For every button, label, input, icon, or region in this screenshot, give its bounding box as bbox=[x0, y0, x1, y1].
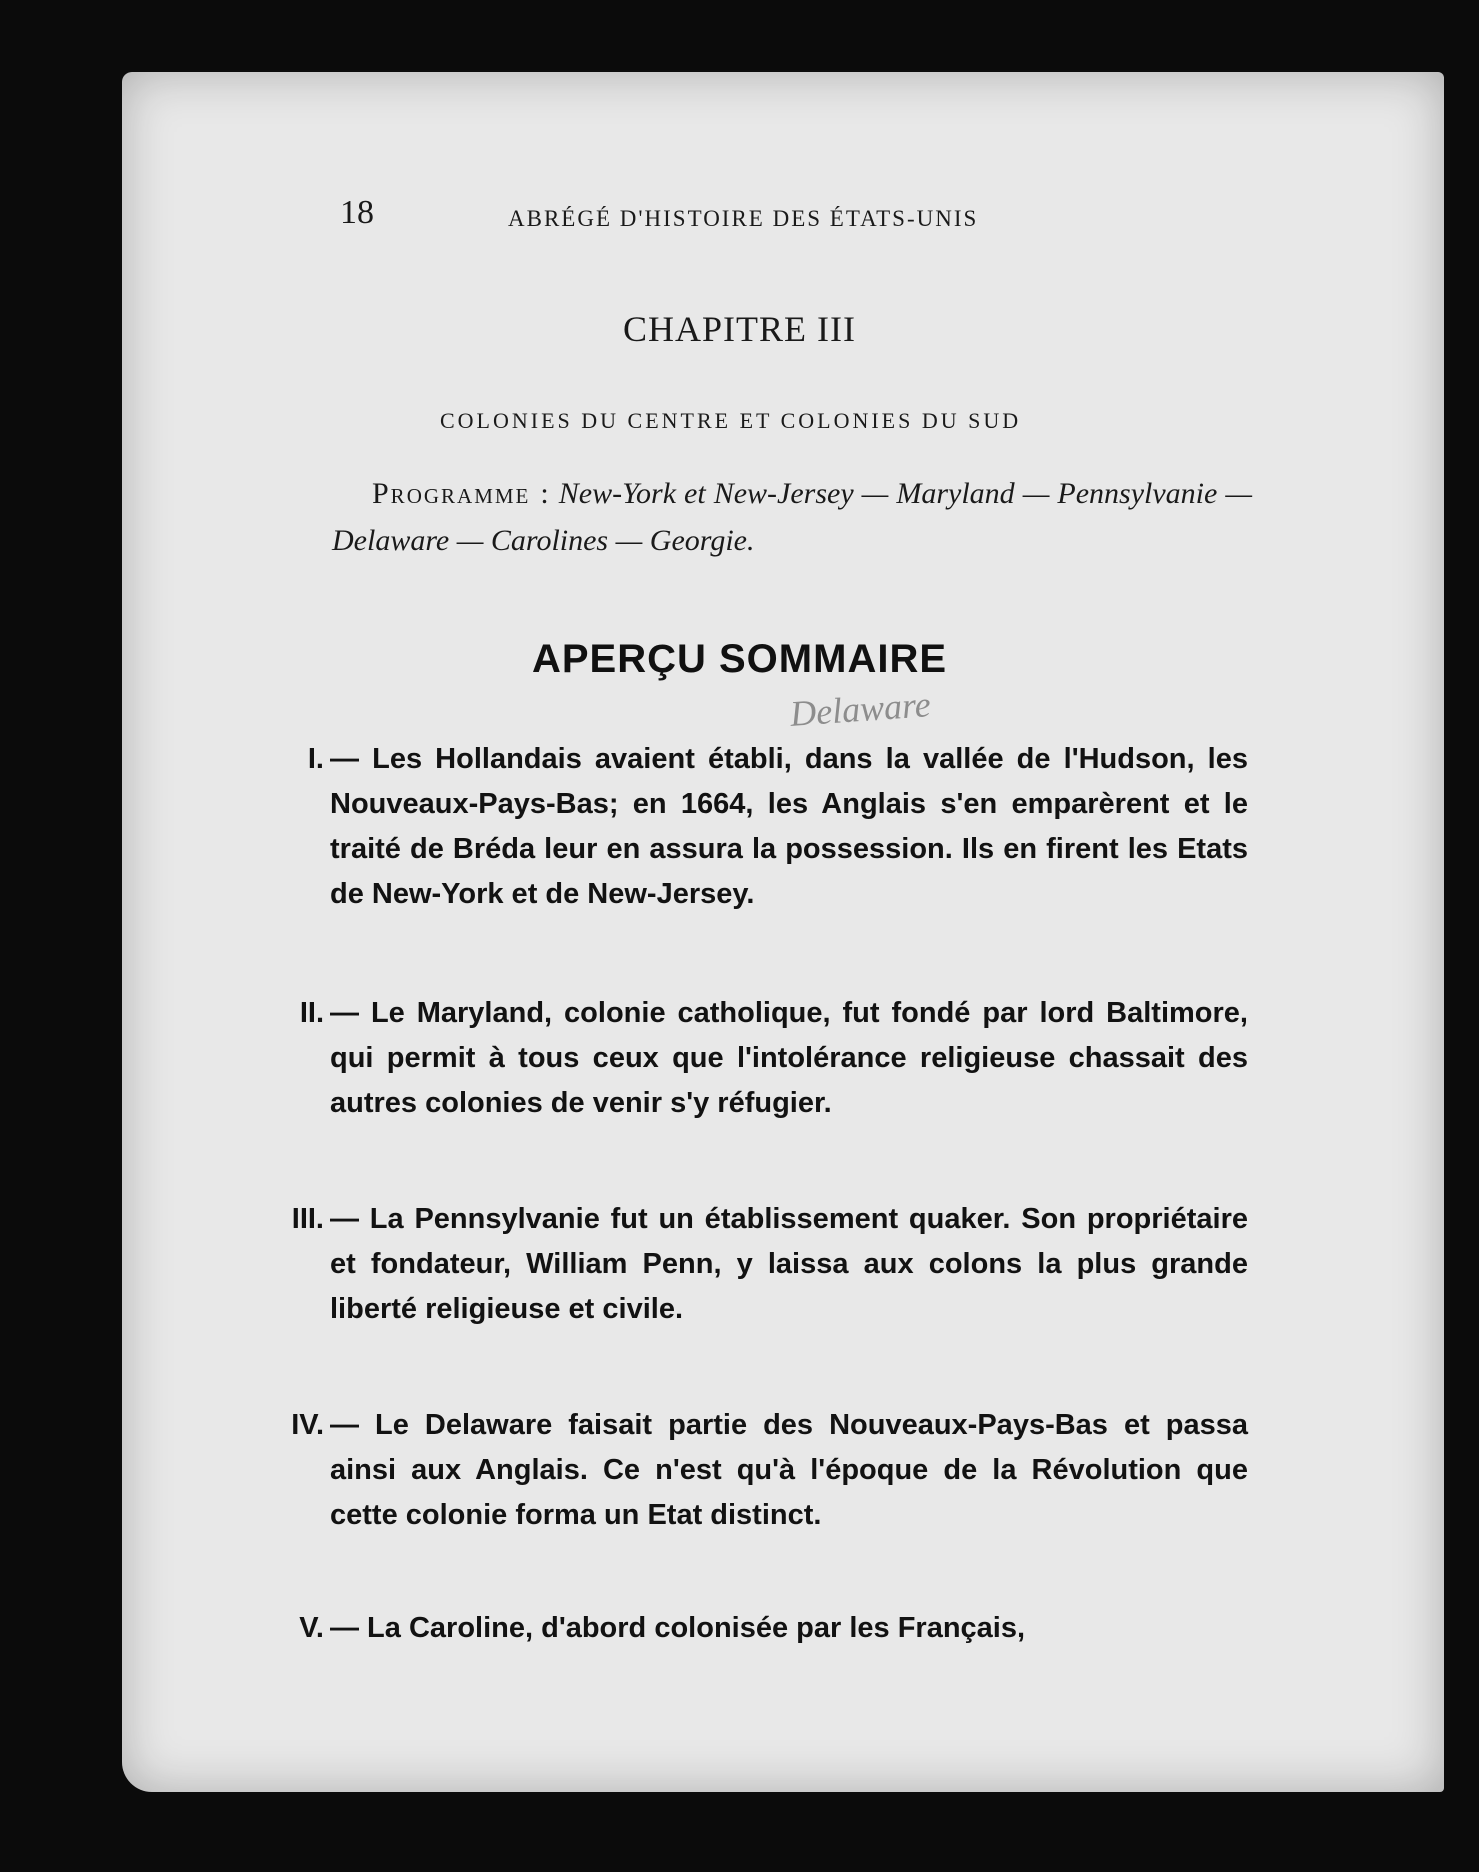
programme-label: Programme : bbox=[372, 477, 551, 510]
summary-title: APERÇU SOMMAIRE bbox=[531, 637, 948, 681]
item-number: IV. bbox=[291, 1409, 324, 1441]
item-number: I. bbox=[307, 743, 324, 775]
handwritten-note: Delaware bbox=[788, 684, 932, 734]
running-title: ABRÉGÉ D'HISTOIRE DES ÉTATS-UNIS bbox=[508, 206, 979, 231]
programme-items: New-York et New-Jersey — Maryland — Pennsylvanie — Delaware — Carolines — Georgie. bbox=[332, 477, 1253, 557]
summary-item bbox=[307, 737, 1248, 917]
summary-item bbox=[291, 1403, 1248, 1538]
summary-item bbox=[299, 1606, 1248, 1651]
item-number: II. bbox=[299, 997, 324, 1029]
item-text: — La Caroline, d'abord colonisée par les Français, bbox=[330, 1612, 1026, 1644]
page-header bbox=[340, 194, 1120, 244]
item-text: — Les Hollandais avaient établi, dans la vallée de l'Hudson, les Nouveaux-Pays-Bas; en 1664, les Anglais s'en emparèrent et le traité de Bréda leur en assura la possession. Ils en firent les Etats de New-York et de New-Jersey. bbox=[330, 743, 1248, 910]
item-number: V. bbox=[299, 1612, 324, 1644]
item-text: — La Pennsylvanie fut un établissement quaker. Son propriétaire et fondateur, William Penn, y laissa aux colons la plus grande liberté religieuse et civile. bbox=[330, 1203, 1248, 1325]
chapter-title: CHAPITRE III bbox=[623, 309, 856, 349]
item-text: — Le Maryland, colonie catholique, fut fondé par lord Baltimore, qui permit à tous ceux que l'intolérance religieuse chassait des autres colonies de venir s'y réfugier. bbox=[330, 997, 1248, 1119]
programme bbox=[332, 470, 1252, 564]
section-title: COLONIES DU CENTRE ET COLONIES DU SUD bbox=[440, 408, 1022, 433]
summary-item bbox=[291, 1197, 1248, 1332]
page-number: 18 bbox=[340, 194, 374, 231]
item-number: III. bbox=[291, 1203, 324, 1235]
summary-item bbox=[299, 991, 1248, 1126]
item-text: — Le Delaware faisait partie des Nouveaux-Pays-Bas et passa ainsi aux Anglais. Ce n'est qu'à l'époque de la Révolution que cette colonie forma un Etat distinct. bbox=[330, 1409, 1248, 1531]
